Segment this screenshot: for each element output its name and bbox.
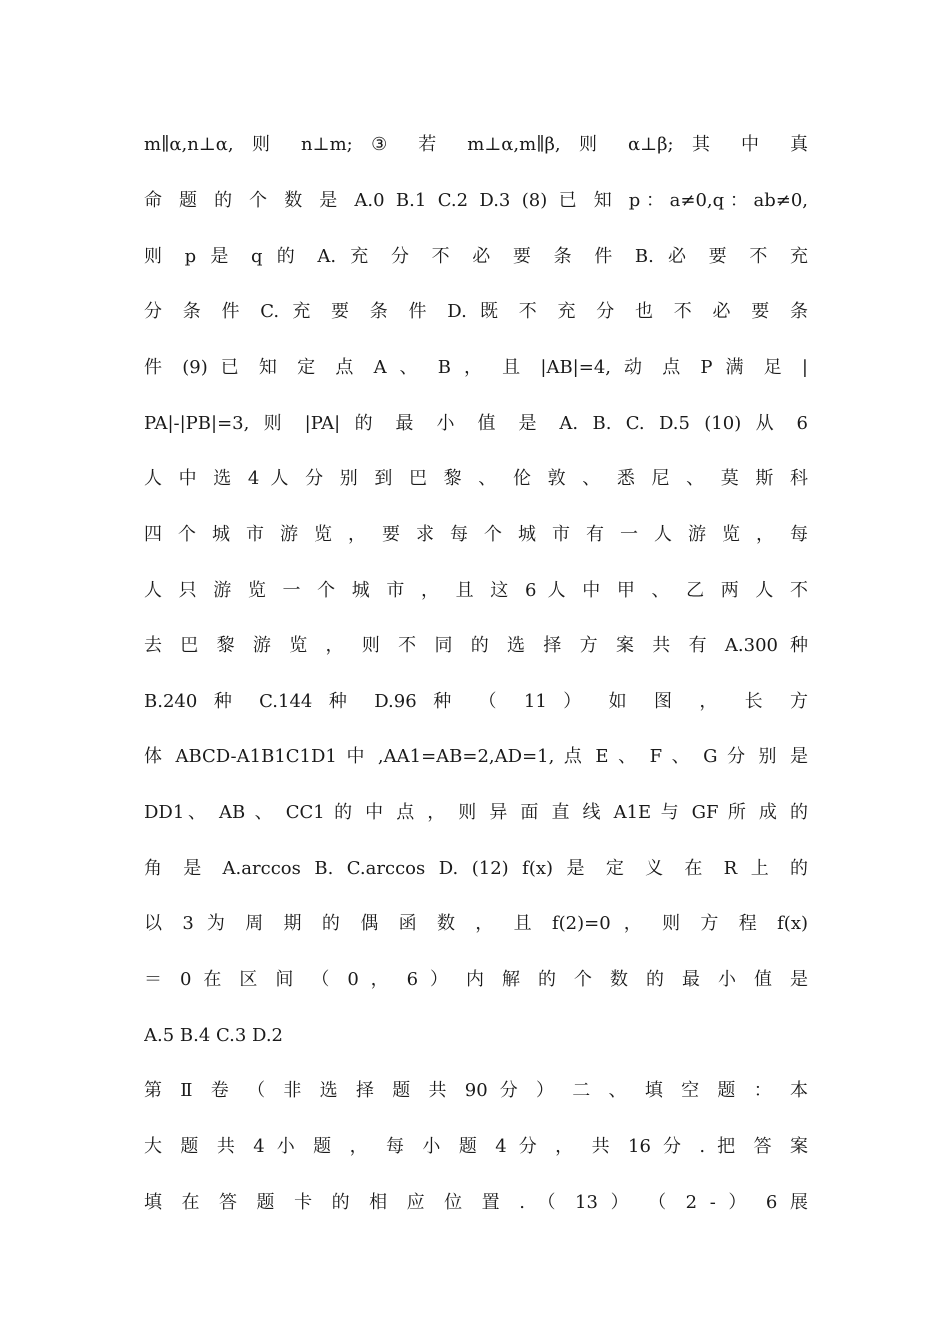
text-line-14: 角 是 A.arccos B. C.arccos D. (12) f(x) 是 定 义 在 R 上 的 <box>144 858 808 879</box>
text-line-7: 人 中 选 4 人 分 别 到 巴 黎 、 伦 敦 、 悉 尼 、 莫 斯 科 <box>144 468 808 489</box>
text-line-4: 分 条 件 C. 充 要 条 件 D. 既 不 充 分 也 不 必 要 条 <box>144 301 808 322</box>
text-line-11: B.240 种 C.144 种 D.96 种 （ 11 ） 如 图 ， 长 方 <box>144 691 808 712</box>
text-line-18: 第 Ⅱ 卷 （ 非 选 择 题 共 90 分 ） 二 、 填 空 题 ： 本 <box>144 1080 808 1101</box>
text-line-9: 人 只 游 览 一 个 城 市 ， 且 这 6 人 中 甲 、 乙 两 人 不 <box>144 580 808 601</box>
text-line-17: A.5 B.4 C.3 D.2 <box>144 1025 284 1046</box>
text-line-15: 以 3 为 周 期 的 偶 函 数 ， 且 f(2)=0 ， 则 方 程 f(x) <box>144 913 808 934</box>
text-line-19: 大 题 共 4 小 题 ， 每 小 题 4 分 ， 共 16 分 . 把 答 案 <box>144 1136 808 1157</box>
text-line-16: ＝ 0 在 区 间 （ 0 ， 6 ） 内 解 的 个 数 的 最 小 值 是 <box>144 969 808 990</box>
text-line-20: 填 在 答 题 卡 的 相 应 位 置 . （ 13 ） （ 2 - ） 6 展 <box>144 1192 808 1213</box>
text-line-6: PA|-|PB|=3, 则 |PA| 的 最 小 值 是 A. B. C. D.5 (10) 从 6 <box>144 413 808 434</box>
text-line-13: DD1、 AB 、 CC1 的 中 点 ， 则 异 面 直 线 A1E 与 GF 所 成 的 <box>144 802 808 823</box>
text-line-1: m∥α,n⊥α, 则 n⊥m; ③ 若 m⊥α,m∥β, 则 α⊥β; 其 中 真 <box>144 134 808 155</box>
text-line-5: 件 (9) 已 知 定 点 A 、 B ， 且 |AB|=4, 动 点 P 满 足 | <box>144 357 808 378</box>
text-line-3: 则 p 是 q 的 A. 充 分 不 必 要 条 件 B. 必 要 不 充 <box>144 246 808 267</box>
text-line-10: 去 巴 黎 游 览 ， 则 不 同 的 选 择 方 案 共 有 A.300 种 <box>144 635 808 656</box>
text-line-2: 命 题 的 个 数 是 A.0 B.1 C.2 D.3 (8) 已 知 p：a≠0,q：ab≠0, <box>144 190 808 211</box>
text-line-12: 体 ABCD-A1B1C1D1 中 ,AA1=AB=2,AD=1, 点 E 、 F 、 G 分 别 是 <box>144 746 808 767</box>
text-line-8: 四 个 城 市 游 览 ， 要 求 每 个 城 市 有 一 人 游 览 ， 每 <box>144 524 808 545</box>
